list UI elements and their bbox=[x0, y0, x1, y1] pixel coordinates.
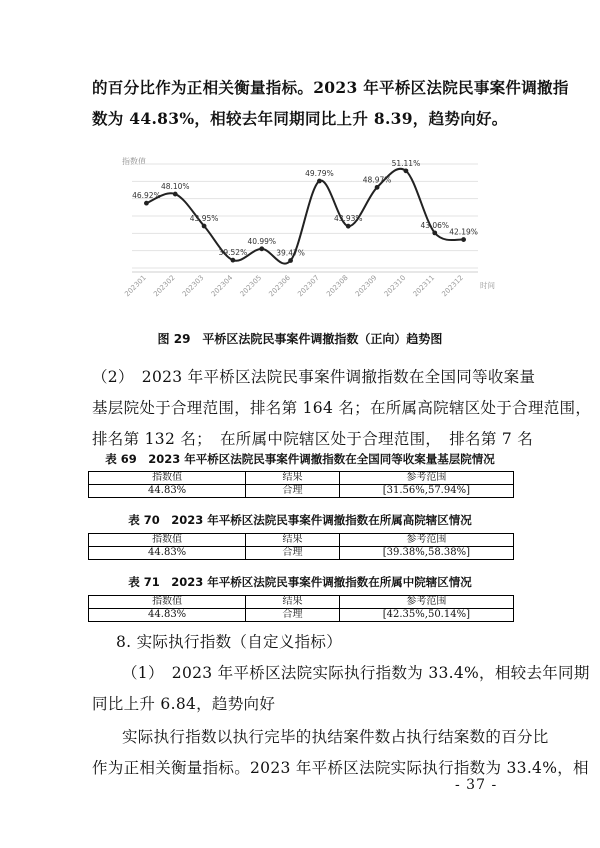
data-label: 43.06% bbox=[420, 220, 450, 230]
x-tick-label: 202301 bbox=[123, 273, 148, 299]
table-header-row bbox=[89, 534, 514, 547]
column-header: 指数值 bbox=[89, 596, 246, 609]
x-tick-label: 202308 bbox=[325, 273, 350, 299]
table-cell: 合理 bbox=[246, 547, 340, 560]
table-cell: 44.83% bbox=[89, 609, 246, 622]
text-line: （1） 2023 年平桥区法院实际执行指数为 33.4%，相较去年同期 bbox=[122, 664, 590, 682]
text-line: 作为正相关衡量指标。2023 年平桥区法院实际执行指数为 33.4%，相 bbox=[92, 759, 589, 777]
x-tick-label: 202312 bbox=[440, 273, 465, 299]
data-point bbox=[432, 230, 437, 235]
text-line: 基层院处于合理范围，排名第 164 名；在所属高院辖区处于合理范围， bbox=[92, 399, 592, 417]
x-tick-label: 202303 bbox=[180, 273, 206, 299]
data-label: 51.11% bbox=[391, 158, 421, 168]
data-label: 46.92% bbox=[132, 191, 161, 201]
column-header: 结果 bbox=[246, 534, 340, 547]
text-line: （2） 2023 年平桥区法院民事案件调撤指数在全国同等收案量 bbox=[92, 368, 536, 386]
trend-chart-svg bbox=[118, 150, 495, 318]
ranking-paragraph bbox=[92, 362, 592, 455]
data-point bbox=[144, 201, 149, 206]
table-cell: [31.56%,57.94%] bbox=[339, 485, 513, 498]
section-heading-text: 8. 实际执行指数（自定义指标） bbox=[116, 633, 343, 651]
data-table-national bbox=[88, 471, 514, 498]
x-tick-label: 202311 bbox=[411, 273, 437, 299]
column-header: 指数值 bbox=[89, 534, 246, 547]
table-cell: 合理 bbox=[246, 609, 340, 622]
text-line: 实际执行指数以执行完毕的执结案件数占执行结案数的百分比 bbox=[122, 728, 549, 746]
data-point bbox=[259, 246, 264, 251]
trend-chart bbox=[118, 150, 495, 318]
data-point bbox=[173, 192, 178, 197]
table-header-row bbox=[89, 596, 514, 609]
data-label: 49.79% bbox=[305, 169, 334, 179]
text-line: 同比上升 6.84，趋势向好 bbox=[92, 695, 276, 713]
column-header: 结果 bbox=[246, 596, 340, 609]
intro-paragraph bbox=[92, 72, 569, 134]
data-point bbox=[375, 185, 380, 190]
table-caption: 表 71 2023 年平桥区法院民事案件调撤指数在所属中院辖区情况 bbox=[128, 575, 472, 589]
table-header-row bbox=[89, 472, 514, 485]
data-point bbox=[461, 237, 466, 242]
data-point bbox=[231, 258, 236, 263]
data-label: 39.47% bbox=[276, 248, 305, 258]
data-point bbox=[288, 258, 293, 263]
x-tick-label: 202302 bbox=[152, 273, 177, 299]
x-tick-label: 202309 bbox=[353, 273, 379, 299]
x-tick-label: 202306 bbox=[267, 273, 292, 299]
x-tick-label: 202304 bbox=[209, 273, 235, 299]
text-line: 数为 44.83%，相较去年同期同比上升 8.39，趋势向好。 bbox=[92, 109, 508, 128]
data-label: 43.93% bbox=[333, 214, 363, 224]
x-tick-label: 202307 bbox=[296, 273, 321, 299]
column-header: 参考范围 bbox=[339, 534, 513, 547]
data-point bbox=[317, 179, 322, 184]
data-label: 48.10% bbox=[160, 182, 190, 192]
column-header: 参考范围 bbox=[339, 472, 513, 485]
chart-y-axis-label: 指数值 bbox=[122, 157, 146, 166]
table-row bbox=[89, 485, 514, 498]
data-label: 43.95% bbox=[189, 214, 219, 224]
figure-caption: 图 29 平桥区法院民事案件调撤指数（正向）趋势图 bbox=[157, 332, 443, 346]
text-line: 排名第 132 名； 在所属中院辖区处于合理范围， 排名第 7 名 bbox=[92, 430, 534, 448]
definition-paragraph bbox=[92, 722, 589, 784]
data-label: 39.52% bbox=[218, 248, 248, 258]
data-label: 40.99% bbox=[247, 236, 277, 246]
table-cell: [42.35%,50.14%] bbox=[339, 609, 513, 622]
data-point bbox=[202, 224, 207, 229]
data-label: 42.19% bbox=[449, 227, 478, 237]
table-cell: 44.83% bbox=[89, 547, 246, 560]
column-header: 参考范围 bbox=[339, 596, 513, 609]
x-tick-label: 202305 bbox=[238, 273, 264, 299]
table-cell: [39.38%,58.38%] bbox=[339, 547, 513, 560]
table-cell: 合理 bbox=[246, 485, 340, 498]
data-table-intermediate-court bbox=[88, 595, 514, 622]
data-point bbox=[404, 168, 409, 173]
column-header: 结果 bbox=[246, 472, 340, 485]
table-caption: 表 70 2023 年平桥区法院民事案件调撤指数在所属高院辖区情况 bbox=[128, 513, 472, 527]
page-number: - 37 - bbox=[455, 777, 498, 793]
x-axis-label: 时间 bbox=[480, 281, 495, 290]
column-header: 指数值 bbox=[89, 472, 246, 485]
x-tick-label: 202310 bbox=[382, 273, 408, 299]
table-caption: 表 69 2023 年平桥区法院民事案件调撤指数在全国同等收案量基层院情况 bbox=[105, 452, 495, 466]
execution-paragraph bbox=[92, 658, 590, 720]
data-table-high-court bbox=[88, 533, 514, 560]
table-cell: 44.83% bbox=[89, 485, 246, 498]
table-row bbox=[89, 609, 514, 622]
text-line: 的百分比作为正相关衡量指标。2023 年平桥区法院民事案件调撤指 bbox=[92, 78, 569, 97]
section-heading bbox=[92, 627, 512, 658]
table-row bbox=[89, 547, 514, 560]
data-label: 48.97% bbox=[362, 175, 392, 185]
data-point bbox=[346, 224, 351, 229]
